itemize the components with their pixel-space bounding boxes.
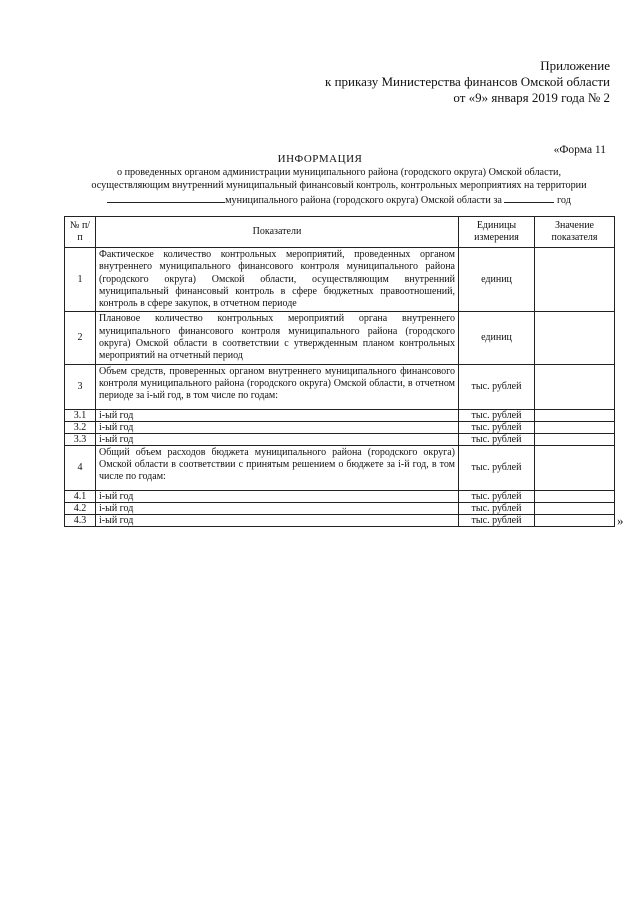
row-unit: тыс. рублей xyxy=(459,364,535,409)
row-indicator: Плановое количество контрольных мероприятий органа внутреннего муниципального финансового контроля муниципального района (городского округа) Омской области в соответствии с утвержденным планом контрольных мероприятий на отчетный период xyxy=(96,312,459,364)
year-blank xyxy=(504,192,554,203)
row-indicator: i-ый год xyxy=(96,409,459,421)
row-indicator: i-ый год xyxy=(96,421,459,433)
row-number: 3 xyxy=(65,364,96,409)
row-unit: тыс. рублей xyxy=(459,490,535,502)
row-value-cell[interactable] xyxy=(535,312,615,364)
row-indicator: Фактическое количество контрольных мероприятий, проведенных органом внутреннего муниципального финансового контроля муниципального района (городского округа) Омской области, осуществляющим внутренний муниципальный финансовый контроль в сфере бюджетных правоотношений, контроль в сфере закупок, в отчетном периоде xyxy=(96,248,459,312)
form-number-label: «Форма 11 xyxy=(553,144,606,156)
closing-quote: » xyxy=(617,513,624,528)
row-unit: тыс. рублей xyxy=(459,445,535,490)
row-unit: единиц xyxy=(459,312,535,364)
table-row xyxy=(65,490,615,502)
document-title: ИНФОРМАЦИЯ xyxy=(277,153,363,165)
row-indicator: i-ый год xyxy=(96,433,459,445)
subtitle-line-2: осуществляющим внутренний муниципальный финансовый контроль, контрольных мероприятиях на территории xyxy=(91,180,587,191)
row-unit: тыс. рублей xyxy=(459,409,535,421)
table-row xyxy=(65,433,615,445)
row-number: 3.3 xyxy=(65,433,96,445)
table-row xyxy=(65,312,615,364)
row-number: 4 xyxy=(65,445,96,490)
document-subtitle xyxy=(64,166,614,207)
row-number: 3.1 xyxy=(65,409,96,421)
row-unit: тыс. рублей xyxy=(459,433,535,445)
appendix-line-1: Приложение xyxy=(540,58,610,73)
table-row xyxy=(65,445,615,490)
table-row xyxy=(65,364,615,409)
row-indicator: i-ый год xyxy=(96,490,459,502)
row-value-cell[interactable] xyxy=(535,514,615,526)
row-unit: тыс. рублей xyxy=(459,502,535,514)
table-row xyxy=(65,248,615,312)
row-value-cell[interactable] xyxy=(535,445,615,490)
row-indicator: Общий объем расходов бюджета муниципального района (городского округа) Омской области в соответствии с принятым решением о бюджете за i-й год, в том числе по годам: xyxy=(96,445,459,490)
row-value-cell[interactable] xyxy=(535,364,615,409)
appendix-line-3: от «9» января 2019 года № 2 xyxy=(453,90,610,105)
row-unit: единиц xyxy=(459,248,535,312)
subtitle-line-3-text: муниципального района (городского округа) Омской области за xyxy=(225,195,502,206)
row-value-cell[interactable] xyxy=(535,409,615,421)
header-indicators: Показатели xyxy=(96,217,459,248)
row-indicator: Объем средств, проверенных органом внутреннего муниципального финансового контроля муниципального района (городского округа) Омской области, в отчетном периоде за i-ый год, в том числе по годам: xyxy=(96,364,459,409)
row-indicator: i-ый год xyxy=(96,514,459,526)
row-value-cell[interactable] xyxy=(535,433,615,445)
row-value-cell[interactable] xyxy=(535,490,615,502)
row-number: 4.2 xyxy=(65,502,96,514)
appendix-header xyxy=(325,58,610,106)
row-unit: тыс. рублей xyxy=(459,514,535,526)
header-value: Значение показателя xyxy=(535,217,615,248)
table-row xyxy=(65,409,615,421)
header-number: № п/п xyxy=(65,217,96,248)
row-number: 4.3 xyxy=(65,514,96,526)
row-number: 1 xyxy=(65,248,96,312)
header-units: Единицы измерения xyxy=(459,217,535,248)
appendix-line-2: к приказу Министерства финансов Омской области xyxy=(325,74,610,89)
row-number: 3.2 xyxy=(65,421,96,433)
row-indicator: i-ый год xyxy=(96,502,459,514)
row-value-cell[interactable] xyxy=(535,248,615,312)
row-value-cell[interactable] xyxy=(535,421,615,433)
indicators-table xyxy=(64,216,615,527)
subtitle-line-1: о проведенных органом администрации муниципального района (городского округа) Омской области, xyxy=(116,167,562,178)
district-blank xyxy=(107,192,225,203)
subtitle-line-3 xyxy=(64,192,614,207)
row-unit: тыс. рублей xyxy=(459,421,535,433)
row-number: 4.1 xyxy=(65,490,96,502)
table-row xyxy=(65,514,615,526)
table-row xyxy=(65,421,615,433)
table-row xyxy=(65,502,615,514)
table-header-row xyxy=(65,217,615,248)
subtitle-line-3-year: год xyxy=(556,195,571,206)
row-value-cell[interactable] xyxy=(535,502,615,514)
row-number: 2 xyxy=(65,312,96,364)
